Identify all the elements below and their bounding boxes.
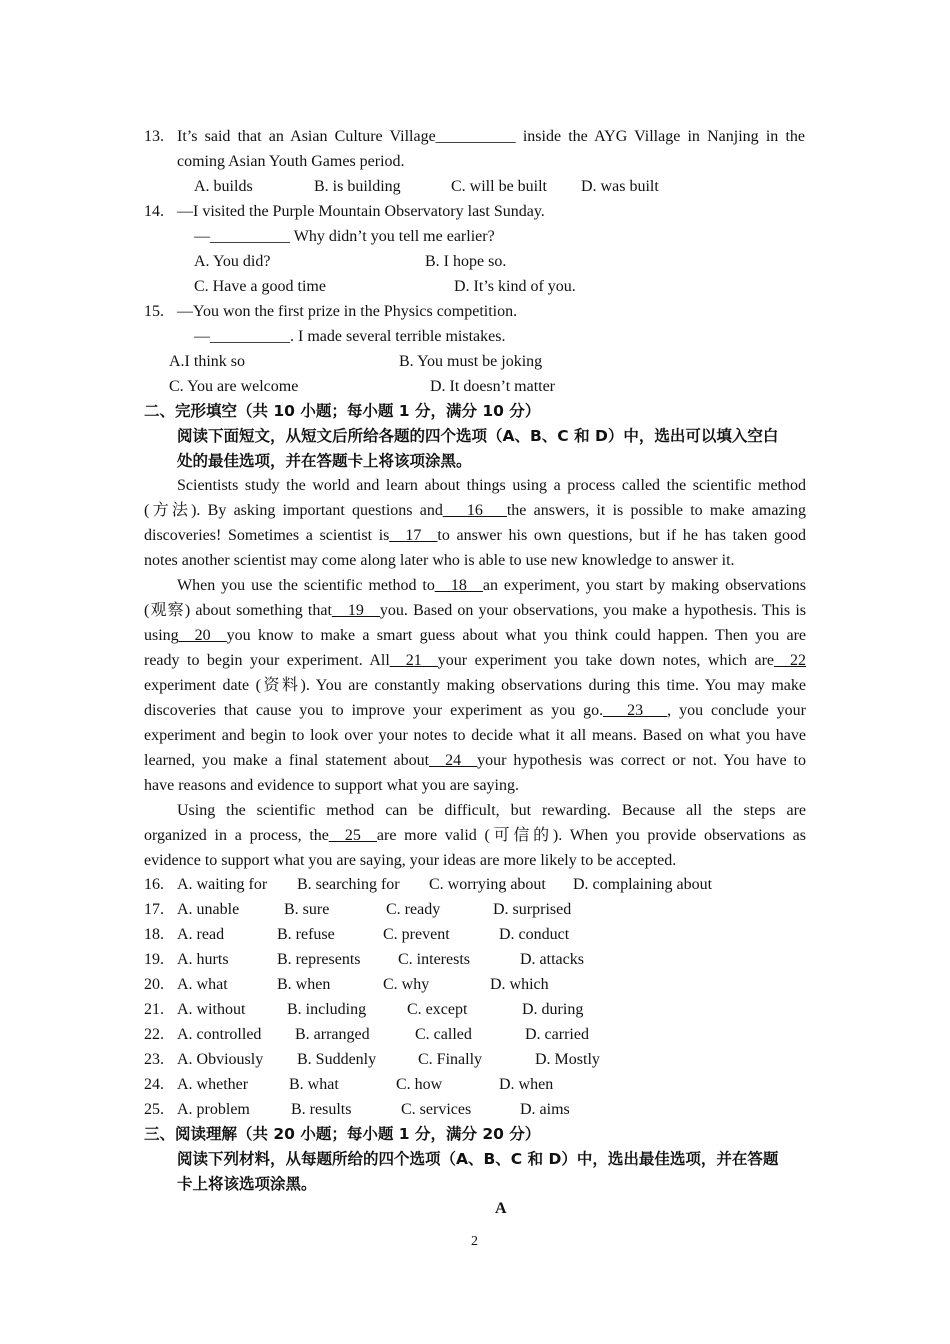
- section-heading: 二、完形填空（共 10 小题；每小题 1 分，满分 10 分）: [144, 402, 541, 420]
- option: B. what: [289, 1076, 339, 1093]
- option: D. Mostly: [535, 1051, 600, 1068]
- option: D. was built: [581, 178, 659, 195]
- blank-21: __21__: [389, 652, 438, 669]
- option: D. complaining about: [573, 876, 713, 893]
- option: B. refuse: [277, 926, 335, 943]
- option: A. problem: [177, 1101, 250, 1118]
- part-label: A: [495, 1200, 507, 1217]
- section-instructions: 阅读下列材料，从每题所给的四个选项（A、B、C 和 D）中，选出最佳选项，并在答题: [177, 1150, 779, 1168]
- passage-line: Scientists study the world and learn about things using a process called the scientific method: [177, 477, 806, 494]
- passage-line: have reasons and evidence to support what you are saying.: [144, 777, 519, 794]
- option: A. unable: [177, 901, 240, 918]
- option: D. carried: [525, 1026, 589, 1043]
- option: C. You are welcome: [169, 378, 299, 395]
- option: D. aims: [520, 1101, 570, 1118]
- option: B. sure: [284, 901, 330, 918]
- option: A. Obviously: [177, 1051, 264, 1068]
- option: D. It’s kind of you.: [454, 278, 576, 295]
- option: B. results: [291, 1101, 352, 1118]
- passage-line: When you use the scientific method to__18__an experiment, you start by making observations: [177, 577, 807, 594]
- question-number: 13.: [144, 128, 164, 145]
- option: C. ready: [386, 901, 441, 918]
- blank-25: __25__: [328, 827, 377, 844]
- option: A.I think so: [169, 353, 245, 370]
- cloze-number: 17.: [144, 901, 164, 918]
- option: B. arranged: [295, 1026, 370, 1043]
- option: C. prevent: [383, 926, 450, 943]
- option: A. controlled: [177, 1026, 262, 1043]
- cloze-number: 16.: [144, 876, 164, 893]
- option: C. how: [396, 1076, 443, 1093]
- option: D. conduct: [499, 926, 570, 943]
- option: B. including: [287, 1001, 367, 1018]
- section-instructions-cont: 卡上将该选项涂黑。: [177, 1175, 317, 1193]
- option: D. It doesn’t matter: [430, 378, 556, 395]
- option: C. services: [401, 1101, 472, 1118]
- option: B. is building: [314, 178, 401, 195]
- question-stem-cont: coming Asian Youth Games period.: [177, 153, 405, 170]
- cloze-number: 21.: [144, 1001, 164, 1018]
- passage-line: learned, you make a final statement about__24__your hypothesis was correct or not. You have to: [144, 752, 807, 769]
- question-number: 15.: [144, 303, 164, 320]
- cloze-number: 22.: [144, 1026, 164, 1043]
- passage-line: evidence to support what you are saying, your ideas are more likely to be accepted.: [144, 852, 677, 869]
- cloze-number: 25.: [144, 1101, 164, 1118]
- question-stem-cont: —__________ Why didn’t you tell me earlier?: [194, 228, 495, 245]
- passage-line: (方法). By asking important questions and___16___the answers, it is possible to make amazing: [144, 502, 806, 519]
- blank-23: ___23___: [603, 702, 668, 719]
- blank-16: ___16___: [442, 502, 507, 519]
- question-stem-cont: —__________. I made several terrible mistakes.: [194, 328, 506, 345]
- passage-line: experiment date (资料). You are constantly making observations during this time. You may make: [144, 677, 806, 694]
- option: B. searching for: [297, 876, 400, 893]
- blank-17: __17__: [389, 527, 438, 544]
- option: B. when: [277, 976, 331, 993]
- option: B. You must be joking: [399, 353, 543, 370]
- blank-20: __20__: [178, 627, 227, 644]
- question-stem: —You won the first prize in the Physics competition.: [177, 303, 518, 320]
- blank-19: __19__: [331, 602, 380, 619]
- cloze-number: 19.: [144, 951, 164, 968]
- option: C. why: [383, 976, 430, 993]
- cloze-number: 23.: [144, 1051, 164, 1068]
- option: C. interests: [398, 951, 470, 968]
- option: C. Finally: [418, 1051, 483, 1068]
- blank-22: __22: [774, 652, 806, 669]
- option: C. will be built: [451, 178, 547, 195]
- option: C. except: [407, 1001, 468, 1018]
- cloze-number: 20.: [144, 976, 164, 993]
- passage-line: discoveries! Sometimes a scientist is__17__to answer his own questions, but if he has taken good: [144, 527, 807, 544]
- option: A. read: [177, 926, 225, 943]
- option: A. You did?: [194, 253, 271, 270]
- passage-line: Using the scientific method can be difficult, but rewarding. Because all the steps are: [177, 802, 806, 819]
- question-number: 14.: [144, 203, 164, 220]
- option: D. which: [490, 976, 549, 993]
- passage-line: ready to begin your experiment. All__21__your experiment you take down notes, which are__22: [144, 652, 806, 669]
- option: D. surprised: [493, 901, 572, 918]
- option: C. Have a good time: [194, 278, 326, 295]
- section-heading: 三、阅读理解（共 20 小题；每小题 1 分，满分 20 分）: [144, 1125, 541, 1143]
- option: D. attacks: [520, 951, 584, 968]
- option: B. Suddenly: [297, 1051, 377, 1068]
- option: B. I hope so.: [425, 253, 507, 270]
- blank-24: __24__: [429, 752, 478, 769]
- option: A. what: [177, 976, 228, 993]
- cloze-number: 24.: [144, 1076, 164, 1093]
- question-stem: It’s said that an Asian Culture Village__________ inside the AYG Village in Nanjing in the: [177, 128, 805, 145]
- section-instructions: 阅读下面短文，从短文后所给各题的四个选项（A、B、C 和 D）中，选出可以填入空白: [177, 427, 779, 445]
- option: B. represents: [277, 951, 361, 968]
- question-stem: —I visited the Purple Mountain Observatory last Sunday.: [177, 203, 545, 220]
- passage-line: discoveries that cause you to improve your experiment as you go.___23___, you conclude your: [144, 702, 807, 719]
- option: A. whether: [177, 1076, 249, 1093]
- option: A. waiting for: [177, 876, 268, 893]
- passage-line: experiment and begin to look over your notes to decide what it all means. Based on what you have: [144, 727, 806, 744]
- passage-line: (观察) about something that__19__you. Based on your observations, you make a hypothesis. This is: [144, 602, 806, 619]
- option: C. called: [415, 1026, 472, 1043]
- cloze-number: 18.: [144, 926, 164, 943]
- passage-line: notes another scientist may come along later who is able to use new knowledge to answer it.: [144, 552, 735, 569]
- option: A. builds: [194, 178, 253, 195]
- blank-18: __18__: [434, 577, 483, 594]
- page-number: 2: [471, 1234, 478, 1249]
- option: A. without: [177, 1001, 246, 1018]
- option: A. hurts: [177, 951, 229, 968]
- option: C. worrying about: [429, 876, 546, 893]
- passage-line: organized in a process, the__25__are more valid (可信的). When you provide observations as: [144, 827, 806, 844]
- option: D. when: [499, 1076, 554, 1093]
- passage-line: using__20__you know to make a smart guess about what you think could happen. Then you are: [144, 627, 806, 644]
- section-instructions-cont: 处的最佳选项，并在答题卡上将该项涂黑。: [177, 452, 472, 470]
- option: D. during: [522, 1001, 584, 1018]
